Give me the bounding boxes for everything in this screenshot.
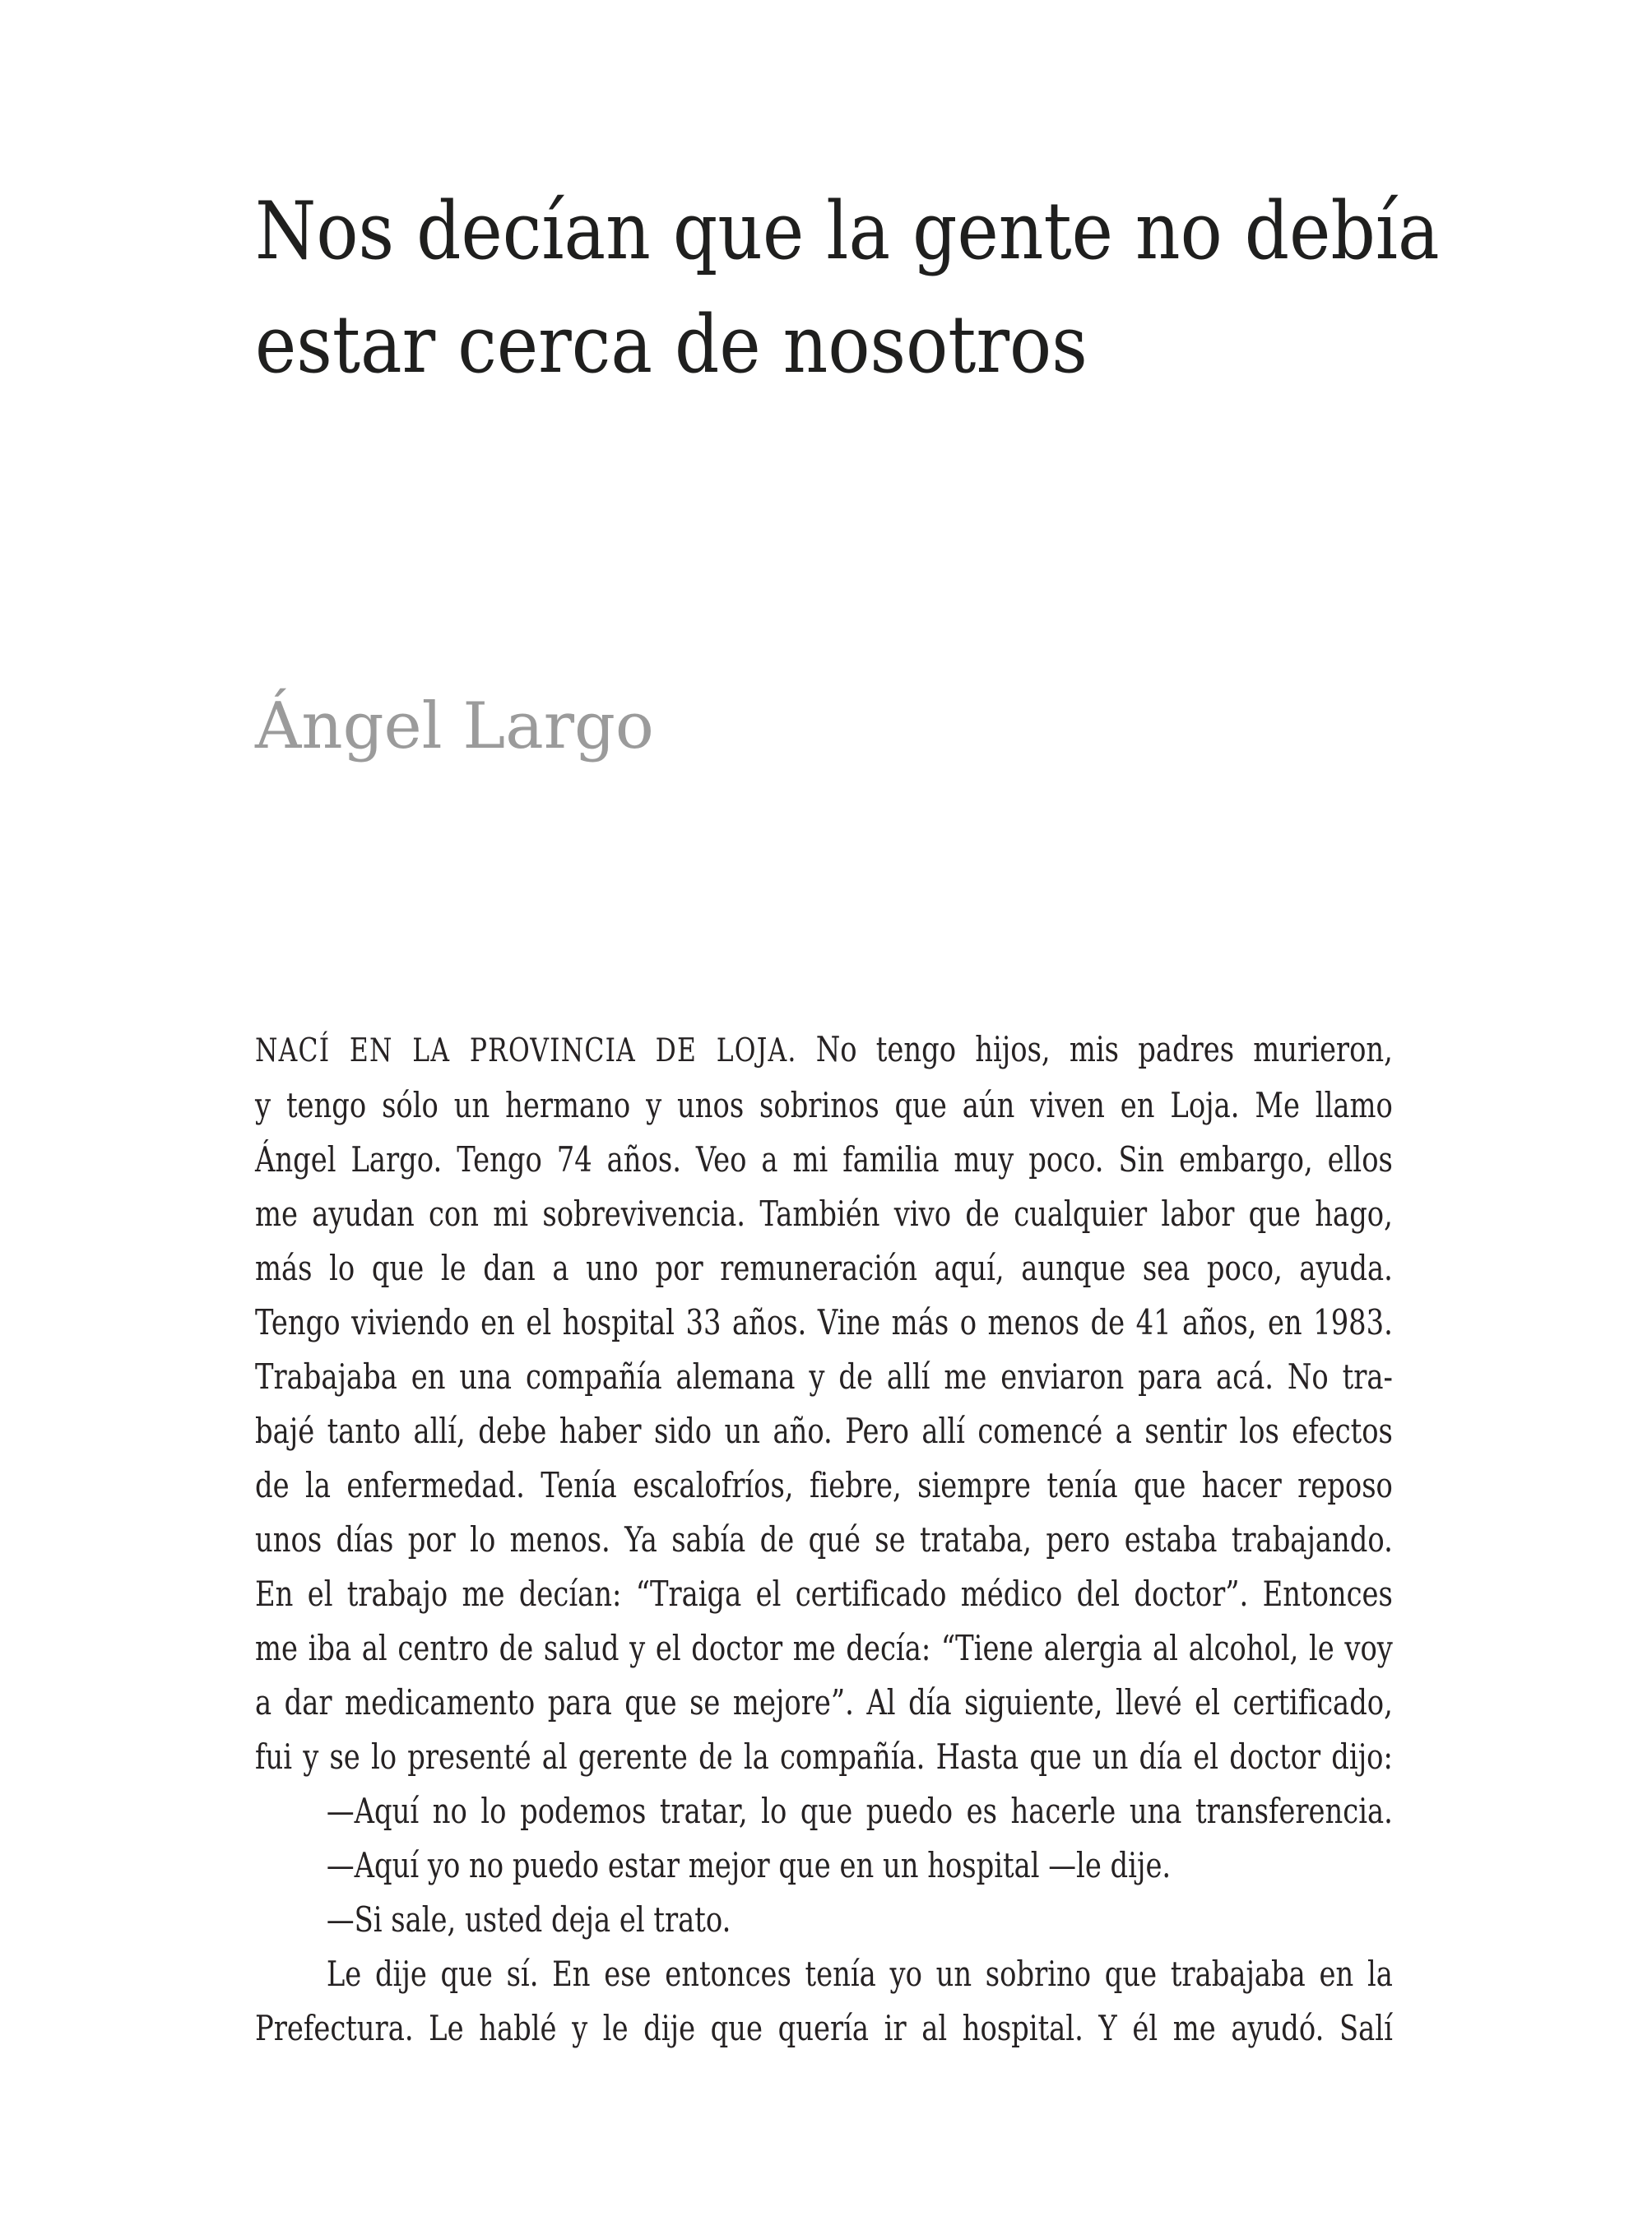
body-line xyxy=(255,1022,1393,1078)
body-line: bajé tanto allí, debe haber sido un año. Pero allí comencé a sentir los efectos xyxy=(255,1411,1393,1451)
body-line: a dar medicamento para que se mejore”. Al día siguiente, llevé el certificado, xyxy=(255,1682,1393,1723)
body-line: me ayudan con mi sobrevivencia. También vivo de cualquier labor que hago, xyxy=(255,1194,1393,1234)
body-line: me iba al centro de salud y el doctor me decía: “Tiene alergia al alcohol, le voy xyxy=(255,1628,1393,1668)
body-line: más lo que le dan a uno por remuneración aquí, aunque sea poco, ayuda. xyxy=(255,1248,1393,1288)
author-name: Ángel Largo xyxy=(255,689,654,763)
lead-in-caps: NACÍ EN LA PROVINCIA DE LOJA. xyxy=(255,1032,797,1069)
chapter-title-line-2: estar cerca de nosotros xyxy=(255,299,1088,391)
body-line-text: No tengo hijos, mis padres murieron, xyxy=(796,1029,1393,1069)
body-line: En el trabajo me decían: “Traiga el certificado médico del doctor”. Entonces xyxy=(255,1574,1393,1614)
dialogue-line: —Si sale, usted deja el trato. xyxy=(326,1899,731,1940)
body-line: Tengo viviendo en el hospital 33 años. Vine más o menos de 41 años, en 1983. xyxy=(255,1302,1393,1342)
body-line: fui y se lo presenté al gerente de la compañía. Hasta que un día el doctor dijo: xyxy=(255,1737,1393,1777)
body-line: unos días por lo menos. Ya sabía de qué se trataba, pero estaba trabajando. xyxy=(255,1519,1393,1560)
chapter-title xyxy=(255,174,1440,401)
body-line: Ángel Largo. Tengo 74 años. Veo a mi familia muy poco. Sin embargo, ellos xyxy=(255,1139,1393,1180)
chapter-title-line-1: Nos decían que la gente no debía xyxy=(255,185,1440,277)
dialogue-line: —Aquí no lo podemos tratar, lo que puedo es hacerle una transferencia. xyxy=(326,1791,1393,1831)
body-line: de la enfermedad. Tenía escalofríos, fiebre, siempre tenía que hacer reposo xyxy=(255,1465,1393,1505)
body-line: Prefectura. Le hablé y le dije que quería ir al hospital. Y él me ayudó. Salí xyxy=(255,2008,1393,2048)
body-line: Trabajaba en una compañía alemana y de allí me enviaron para acá. No tra- xyxy=(255,1356,1393,1397)
body-line: y tengo sólo un hermano y unos sobrinos que aún viven en Loja. Me llamo xyxy=(255,1085,1393,1125)
body-line: Le dije que sí. En ese entonces tenía yo un sobrino que trabajaba en la xyxy=(326,1954,1393,1994)
dialogue-line: —Aquí yo no puedo estar mejor que en un hospital —le dije. xyxy=(326,1845,1172,1885)
body-text xyxy=(255,1022,1393,2056)
